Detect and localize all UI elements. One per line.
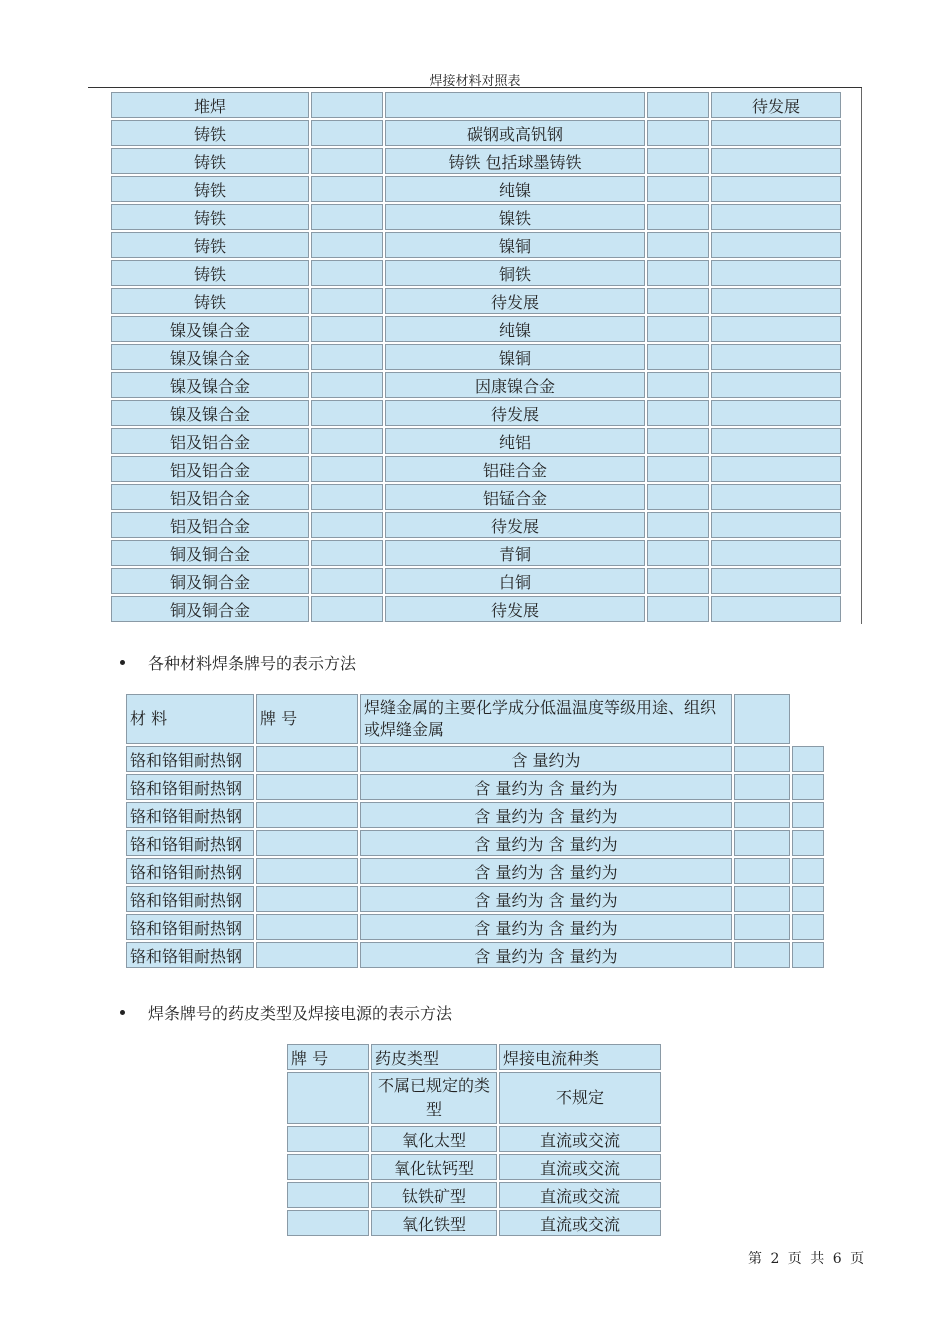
table-row — [126, 746, 824, 772]
table-cell: 铸铁 — [111, 288, 309, 314]
table-cell — [311, 176, 383, 202]
table-cell — [647, 596, 709, 622]
table-row — [111, 568, 841, 594]
table-cell — [734, 830, 790, 856]
table-row — [126, 858, 824, 884]
table-cell — [287, 1210, 369, 1236]
table-cell: 铸铁 — [111, 120, 309, 146]
table-cell: 白铜 — [385, 568, 645, 594]
table-cell: 纯铝 — [385, 428, 645, 454]
table-cell: 因康镍合金 — [385, 372, 645, 398]
table-cell: 铝及铝合金 — [111, 512, 309, 538]
table-cell — [311, 596, 383, 622]
table-cell — [647, 568, 709, 594]
table-cell: 镍铜 — [385, 232, 645, 258]
table-cell — [792, 802, 824, 828]
table-cell: 铸铁 — [111, 204, 309, 230]
table-cell — [647, 92, 709, 118]
table-cell — [256, 886, 358, 912]
table-cell: 待发展 — [385, 288, 645, 314]
table-cell: 焊接电流种类 — [499, 1044, 661, 1070]
table-cell: 铜及铜合金 — [111, 568, 309, 594]
table-row — [287, 1072, 661, 1124]
table-cell — [311, 288, 383, 314]
table-cell — [311, 568, 383, 594]
table-cell: 钛铁矿型 — [371, 1182, 497, 1208]
table-cell — [256, 858, 358, 884]
table-cell: 铬和铬钼耐热钢 — [126, 746, 254, 772]
table-cell — [647, 288, 709, 314]
table-cell — [647, 484, 709, 510]
table-cell: 牌 号 — [256, 694, 358, 744]
table-cell — [711, 428, 841, 454]
table-cell: 不属已规定的类型 — [371, 1072, 497, 1124]
table-cell — [647, 176, 709, 202]
table-cell — [711, 232, 841, 258]
table-cell: 铜铁 — [385, 260, 645, 286]
table-row — [126, 774, 824, 800]
table-cell — [792, 886, 824, 912]
table-cell: 镍及镍合金 — [111, 316, 309, 342]
table-cell: 含 量约为 含 量约为 — [360, 942, 732, 968]
table-cell — [311, 400, 383, 426]
table-cell — [734, 694, 790, 744]
table-cell — [311, 232, 383, 258]
table-cell — [385, 92, 645, 118]
electrode-brand-table — [124, 692, 826, 970]
table-cell — [647, 428, 709, 454]
table-cell — [711, 176, 841, 202]
table-cell: 含 量约为 含 量约为 — [360, 774, 732, 800]
table-cell: 铝硅合金 — [385, 456, 645, 482]
table-cell: 铜及铜合金 — [111, 540, 309, 566]
table-cell: 铝及铝合金 — [111, 428, 309, 454]
table-cell — [734, 914, 790, 940]
table-row — [126, 886, 824, 912]
table-cell — [647, 260, 709, 286]
table-cell: 含 量约为 含 量约为 — [360, 886, 732, 912]
table-cell — [647, 232, 709, 258]
table-cell — [711, 484, 841, 510]
table-cell — [734, 802, 790, 828]
table-cell — [311, 92, 383, 118]
header-gap-cell — [792, 694, 824, 744]
table-row — [111, 148, 841, 174]
table-row — [111, 176, 841, 202]
table-cell — [647, 372, 709, 398]
table-cell: 镍及镍合金 — [111, 372, 309, 398]
table-cell: 待发展 — [385, 512, 645, 538]
table-cell — [311, 428, 383, 454]
table-cell: 纯镍 — [385, 316, 645, 342]
table-cell: 堆焊 — [111, 92, 309, 118]
table-cell — [711, 288, 841, 314]
table-row — [287, 1154, 661, 1180]
table-cell — [647, 148, 709, 174]
table-cell: 铝及铝合金 — [111, 484, 309, 510]
table-cell — [711, 456, 841, 482]
table-cell: 镍及镍合金 — [111, 400, 309, 426]
table-cell: 铸铁 — [111, 260, 309, 286]
table-row — [126, 802, 824, 828]
table-cell — [647, 540, 709, 566]
table-cell — [792, 774, 824, 800]
table-cell — [311, 456, 383, 482]
table-row — [111, 540, 841, 566]
table-cell — [792, 746, 824, 772]
table-cell: 铬和铬钼耐热钢 — [126, 858, 254, 884]
page-header-title: 焊接材料对照表 — [429, 74, 521, 89]
table-cell — [647, 204, 709, 230]
table-cell: 直流或交流 — [499, 1154, 661, 1180]
table-cell — [734, 942, 790, 968]
table-cell — [792, 914, 824, 940]
table-cell — [734, 746, 790, 772]
table-cell: 铸铁 — [111, 232, 309, 258]
table-cell — [647, 316, 709, 342]
table-cell: 铬和铬钼耐热钢 — [126, 774, 254, 800]
table-cell — [711, 400, 841, 426]
table-cell — [311, 512, 383, 538]
table-cell: 铸铁 — [111, 148, 309, 174]
material-table — [109, 90, 843, 624]
table-row — [287, 1210, 661, 1236]
table-cell — [711, 568, 841, 594]
table-cell — [734, 774, 790, 800]
table-cell: 铬和铬钼耐热钢 — [126, 942, 254, 968]
table-cell: 直流或交流 — [499, 1210, 661, 1236]
table-cell — [711, 512, 841, 538]
table-cell: 药皮类型 — [371, 1044, 497, 1070]
table-cell — [256, 774, 358, 800]
table-cell — [647, 344, 709, 370]
table-cell: 铸铁 包括球墨铸铁 — [385, 148, 645, 174]
table-cell — [647, 400, 709, 426]
material-table-body — [111, 92, 841, 622]
table-cell — [711, 596, 841, 622]
bullet-icon — [120, 1010, 125, 1015]
table-cell: 铝锰合金 — [385, 484, 645, 510]
table-cell — [311, 316, 383, 342]
table-cell — [734, 886, 790, 912]
table-cell — [311, 372, 383, 398]
table-row — [111, 288, 841, 314]
table-cell: 含 量约为 含 量约为 — [360, 914, 732, 940]
table-header-row — [287, 1044, 661, 1070]
table-cell: 不规定 — [499, 1072, 661, 1124]
table-cell — [287, 1182, 369, 1208]
table-cell — [647, 120, 709, 146]
table-cell — [311, 540, 383, 566]
table-cell — [647, 456, 709, 482]
table-cell — [711, 148, 841, 174]
table-cell: 待发展 — [711, 92, 841, 118]
table-cell: 铬和铬钼耐热钢 — [126, 830, 254, 856]
table-cell: 碳钢或高钒钢 — [385, 120, 645, 146]
electrode-brand-table-body — [126, 694, 824, 968]
table-cell — [256, 802, 358, 828]
table-cell — [711, 344, 841, 370]
table-row — [111, 428, 841, 454]
table-cell — [792, 942, 824, 968]
table-cell: 焊缝金属的主要化学成分低温温度等级用途、组织或焊缝金属 — [360, 694, 732, 744]
table-cell: 含 量约为 含 量约为 — [360, 830, 732, 856]
section-heading-brand-notation: 各种材料焊条牌号的表示方法 — [148, 654, 357, 673]
table-cell — [256, 830, 358, 856]
table-cell — [311, 260, 383, 286]
table-row — [111, 92, 841, 118]
table-cell: 直流或交流 — [499, 1126, 661, 1152]
table-cell: 铬和铬钼耐热钢 — [126, 802, 254, 828]
table-cell — [792, 858, 824, 884]
table-row — [287, 1126, 661, 1152]
table-cell: 镍及镍合金 — [111, 344, 309, 370]
table-cell: 含 量约为 含 量约为 — [360, 802, 732, 828]
right-border-rule — [861, 88, 862, 624]
table-cell: 氧化太型 — [371, 1126, 497, 1152]
table-row — [111, 344, 841, 370]
table-cell — [311, 120, 383, 146]
table-cell — [711, 204, 841, 230]
table-cell: 镍铁 — [385, 204, 645, 230]
table-cell — [792, 830, 824, 856]
coating-type-table-body — [287, 1044, 661, 1236]
table-cell — [711, 316, 841, 342]
table-row — [126, 830, 824, 856]
table-cell — [711, 540, 841, 566]
table-row — [111, 120, 841, 146]
table-row — [111, 260, 841, 286]
table-cell — [287, 1154, 369, 1180]
table-row — [111, 204, 841, 230]
table-cell — [256, 746, 358, 772]
table-cell: 铝及铝合金 — [111, 456, 309, 482]
table-cell — [711, 372, 841, 398]
table-cell — [311, 344, 383, 370]
table-cell — [311, 204, 383, 230]
table-cell: 纯镍 — [385, 176, 645, 202]
table-row — [111, 400, 841, 426]
table-cell: 铸铁 — [111, 176, 309, 202]
bullet-icon — [120, 660, 125, 665]
page-number: 第 2 页 共 6 页 — [748, 1251, 865, 1267]
table-row — [111, 456, 841, 482]
table-row — [111, 512, 841, 538]
table-cell — [711, 120, 841, 146]
table-cell: 待发展 — [385, 596, 645, 622]
section-heading-coating-notation: 焊条牌号的药皮类型及焊接电源的表示方法 — [148, 1004, 453, 1023]
table-row — [111, 232, 841, 258]
table-row — [111, 484, 841, 510]
table-cell: 铬和铬钼耐热钢 — [126, 914, 254, 940]
table-row — [111, 596, 841, 622]
table-cell — [711, 260, 841, 286]
table-cell: 铜及铜合金 — [111, 596, 309, 622]
table-cell — [311, 148, 383, 174]
table-cell: 含 量约为 — [360, 746, 732, 772]
table-row — [111, 372, 841, 398]
table-cell: 铬和铬钼耐热钢 — [126, 886, 254, 912]
coating-type-table — [285, 1042, 663, 1238]
table-header-row — [126, 694, 824, 744]
table-cell — [647, 512, 709, 538]
table-cell: 牌 号 — [287, 1044, 369, 1070]
table-cell: 材 料 — [126, 694, 254, 744]
table-cell: 直流或交流 — [499, 1182, 661, 1208]
table-row — [287, 1182, 661, 1208]
table-cell: 氧化钛钙型 — [371, 1154, 497, 1180]
table-row — [111, 316, 841, 342]
table-cell — [287, 1126, 369, 1152]
table-cell — [287, 1072, 369, 1124]
table-cell: 青铜 — [385, 540, 645, 566]
table-row — [126, 914, 824, 940]
table-cell — [311, 484, 383, 510]
table-cell: 镍铜 — [385, 344, 645, 370]
table-cell — [734, 858, 790, 884]
table-cell: 氧化铁型 — [371, 1210, 497, 1236]
table-cell: 待发展 — [385, 400, 645, 426]
table-cell: 含 量约为 含 量约为 — [360, 858, 732, 884]
table-cell — [256, 942, 358, 968]
header-rule — [88, 87, 862, 88]
table-cell — [256, 914, 358, 940]
table-row — [126, 942, 824, 968]
